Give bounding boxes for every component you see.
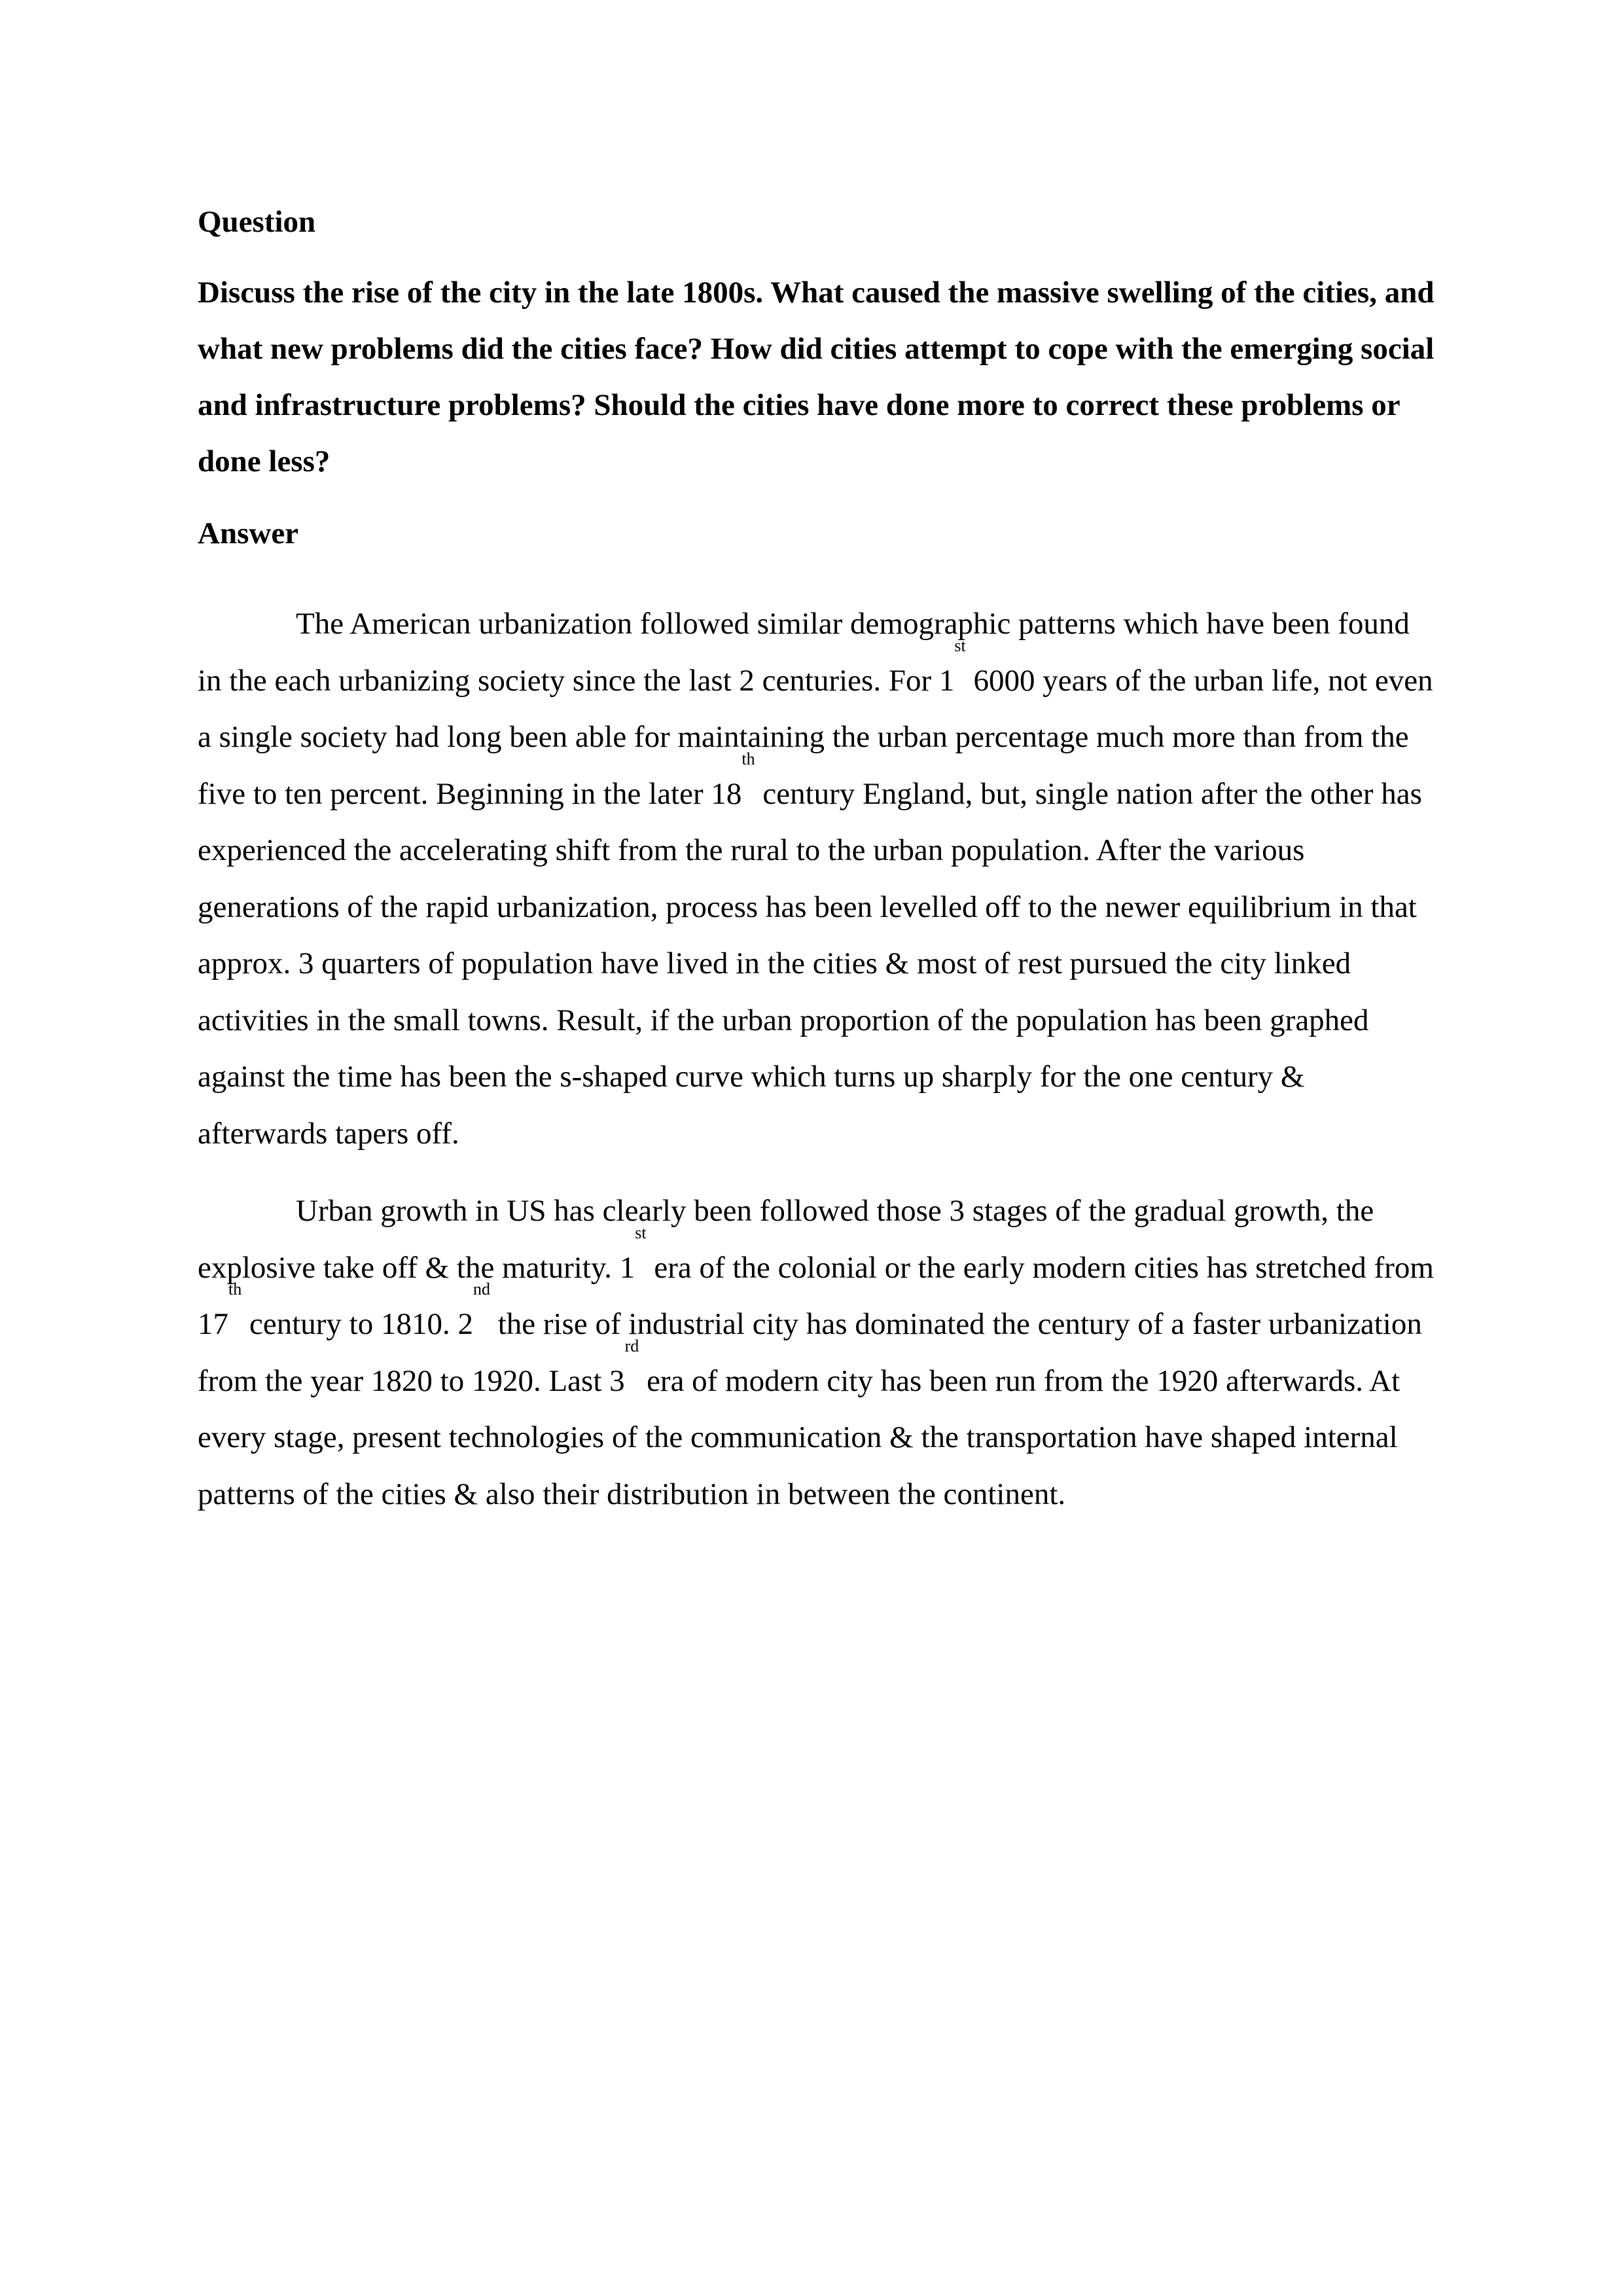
paragraph-text: era of modern city has been run from the 1920 afterwards. At every stage, present technologies of the communication & the transportation have shaped internal patterns of the cities & also their distribution in between the continent.: [198, 1363, 1400, 1511]
answer-paragraph-1: [198, 596, 1441, 1162]
paragraph-text: century to 1810. 2: [241, 1307, 473, 1341]
ordinal-suffix: rd: [624, 1336, 639, 1355]
ordinal-suffix: th: [741, 749, 755, 768]
paragraph-text: The American urbanization followed similar demographic patterns which have been found in the each urbanizing society since the last 2 centuries. For 1: [198, 607, 1410, 698]
ordinal-suffix: st: [954, 636, 966, 655]
question-heading: Question: [198, 205, 316, 239]
paragraph-text: era of the colonial or the early modern cities has stretched from 17: [198, 1250, 1434, 1341]
question-text: Discuss the rise of the city in the late 1800s. What caused the massive swelling of the cities, and what new problems did the cities face? How did cities attempt to cope with the emerging social and infrastructure problems? Should the cities have done more to correct these problems or done less?: [198, 276, 1435, 478]
answer-paragraph-2: [198, 1183, 1441, 1522]
paragraph-text: century England, but, single nation after the other has experienced the accelerating shift from the rural to the urban population. After the various generations of the rapid urbanization, process has been levelled off to the newer equilibrium in that approx. 3 quarters of population have lived in the cities & most of rest pursued the city linked activities in the small towns. Result, if the urban proportion of the population has been graphed against the time has been the s-shaped curve which turns up sharply for the one century & afterwards tapers off.: [198, 776, 1422, 1151]
answer-heading: Answer: [198, 516, 299, 550]
paragraph-text: Urban growth in US has clearly been followed those 3 stages of the gradual growth, the explosive take off & the maturity. 1: [198, 1194, 1374, 1285]
paragraph-text: the rise of industrial city has dominated the century of a faster urbanization from the year 1820 to 1920. Last 3: [198, 1307, 1422, 1398]
ordinal-suffix: nd: [473, 1280, 490, 1299]
document-page: [198, 194, 1441, 1522]
paragraph-text: 6000 years of the urban life, not even a single society had long been able for maintaining the urban percentage much more than from the five to ten percent. Beginning in the later 18: [198, 663, 1433, 811]
ordinal-suffix: th: [228, 1280, 242, 1299]
ordinal-suffix: st: [635, 1223, 647, 1242]
